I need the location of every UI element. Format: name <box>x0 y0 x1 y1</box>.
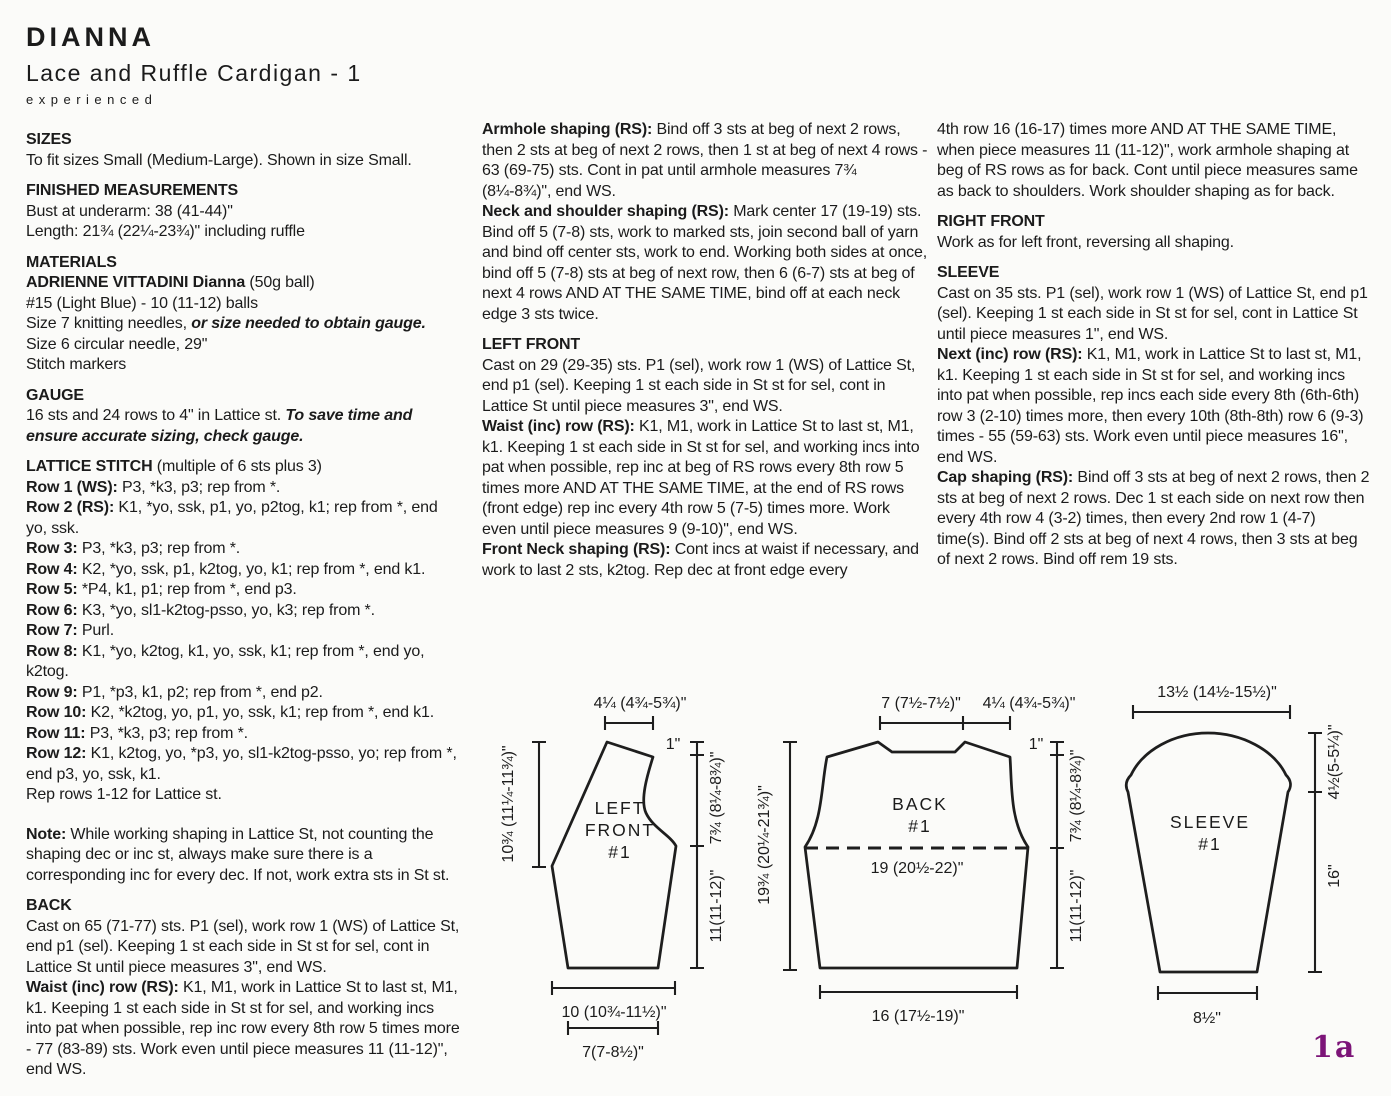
back-schematic <box>756 695 1085 1025</box>
emphasis-text: Waist (inc) row (RS): <box>26 979 179 996</box>
emphasis-text: Note: <box>26 825 67 843</box>
emphasis-text: Row 2 (RS): <box>26 499 115 516</box>
paragraph <box>26 724 462 745</box>
sleeve-label: SLEEVE <box>1169 812 1251 832</box>
body-text: Cast on 29 (29-35) sts. P1 (sel), work row 1 (WS) of Lattice St, end p1 (sel). Keeping 1 st each side in St st for sel, cont in Lattice St until piece measures 3", end WS. <box>482 356 916 415</box>
paragraph <box>26 978 462 1081</box>
left-front-heading: LEFT FRONT <box>482 336 581 353</box>
left-front-top-measure <box>605 716 653 730</box>
back-top-right-dim: 4¼ (4¾-5¾)" <box>982 695 1076 712</box>
emphasis-text: or size needed to obtain gauge. <box>191 315 426 332</box>
paragraph <box>26 335 462 356</box>
body-text: Bust at underarm: 38 (41-44)" <box>26 202 233 220</box>
schematic-diagrams <box>480 676 1391 1096</box>
emphasis-text: Row 10: <box>26 704 87 721</box>
gauge-heading: GAUGE <box>26 386 84 404</box>
paragraph <box>26 406 462 447</box>
paragraph <box>26 294 462 315</box>
left-front-label: LEFT <box>594 798 646 818</box>
left-front-right-upper-dim: 7¾ (8¼-8¾)" <box>708 751 725 845</box>
paragraph <box>26 222 462 243</box>
emphasis-text: Row 6: <box>26 601 78 619</box>
back-heading: BACK <box>26 897 72 914</box>
paragraph <box>482 120 928 202</box>
materials-heading: MATERIALS <box>26 253 117 271</box>
back-right-measure <box>1050 742 1064 968</box>
paragraph <box>26 580 462 601</box>
body-text: K1, *yo, k2tog, k1, yo, ssk, k1; rep from *, end yo, k2tog. <box>26 642 425 680</box>
body-text: P1, *p3, k1, p2; rep from *, end p2. <box>77 683 323 701</box>
pattern-subtitle: Lace and Ruffle Cardigan - 1 <box>26 60 362 86</box>
back-right-upper-dim: 7¾ (8¼-8¾)" <box>1068 749 1085 843</box>
left-front-left-measure <box>532 742 546 867</box>
body-text: While working shaping in Lattice St, not counting the shaping dec or inc st, always make sure there is a corresponding inc for every dec. If not, work extra sts in St st. <box>26 825 450 884</box>
left-front-label: FRONT <box>584 820 656 840</box>
emphasis-text: ADRIENNE VITTADINI Dianna <box>26 274 246 291</box>
back-one-inch: 1" <box>1028 736 1044 753</box>
body-text: *P4, k1, p1; rep from *, end p3. <box>77 581 297 598</box>
body-text: Size 7 knitting needles, <box>26 315 192 332</box>
body-text: K1, *yo, ssk, p1, yo, p2tog, k1; rep from *, end yo, ssk. <box>26 499 438 537</box>
back-top-left-dim: 7 (7½-7½)" <box>881 695 961 712</box>
emphasis-text: Next (inc) row (RS): <box>937 346 1083 363</box>
back-number: #1 <box>908 816 932 836</box>
sleeve-right-lower-dim: 16" <box>1326 864 1343 888</box>
paragraph <box>937 120 1371 202</box>
back-right-lower-dim: 11(11-12)" <box>1068 869 1085 943</box>
emphasis-text: Armhole shaping (RS): <box>482 121 653 138</box>
body-text: (50g ball) <box>245 274 315 291</box>
emphasis-text: Cap shaping (RS): <box>937 469 1074 486</box>
right-front-heading: RIGHT FRONT <box>937 213 1045 230</box>
body-text: 16 sts and 24 rows to 4" in Lattice st. <box>26 407 286 424</box>
back-bottom-dim: 16 (17½-19)" <box>871 1008 965 1025</box>
back-bottom-measure <box>820 985 1017 999</box>
body-text: #15 (Light Blue) - 10 (11-12) balls <box>26 294 258 312</box>
paragraph <box>26 498 462 539</box>
emphasis-text: Row 4: <box>26 560 78 578</box>
body-text: P3, *k3, p3; rep from *. <box>85 724 248 742</box>
body-text: K1, M1, work in Lattice St to last st, M1, k1. Keeping 1 st each side in St st for sel, and working incs into pat when possible, rep inc at beg of RS rows every 8th row 5 times more AND AT THE SAME TIME, at the end of RS rows (front edge) rep inc every 4th row 5 (7-5) times more. Work even until piece measures 9 (9-10)", end WS. <box>482 418 920 538</box>
emphasis-text: Row 12: <box>26 745 87 762</box>
emphasis-text: Row 5: <box>26 581 78 598</box>
emphasis-text: Row 9: <box>26 683 78 701</box>
paragraph <box>26 560 462 581</box>
paragraph <box>26 314 462 335</box>
body-text: Purl. <box>77 622 114 639</box>
left-front-top-dim: 4¼ (4¾-5¾)" <box>593 695 687 712</box>
sleeve-top-measure <box>1133 705 1290 719</box>
body-text: Size 6 circular needle, 29" <box>26 335 208 353</box>
paragraph <box>26 601 462 622</box>
paragraph <box>937 468 1371 571</box>
left-front-bottom-dim: 10 (10¾-11½)" <box>561 1004 667 1021</box>
paragraph <box>482 540 928 581</box>
paragraph <box>26 703 462 724</box>
sleeve-right-measure <box>1308 733 1322 972</box>
body-text: (multiple of 6 sts plus 3) <box>152 458 322 475</box>
sleeve-bottom-dim: 8½" <box>1193 1010 1221 1027</box>
body-text: Cast on 35 sts. P1 (sel), work row 1 (WS) of Lattice St, end p1 (sel). Keeping 1 st each side in St st for sel, cont in Lattice St until piece measures 1", end WS. <box>937 284 1368 343</box>
pattern-header <box>26 22 362 107</box>
emphasis-text: Front Neck shaping (RS): <box>482 541 671 558</box>
body-text: Length: 21¾ (22¼-23¾)" including ruffle <box>26 223 305 240</box>
body-text: Cont incs at waist if necessary, and work to last 2 sts, k2tog. Rep dec at front edge every <box>482 541 919 579</box>
body-text: Stitch markers <box>26 356 127 373</box>
paragraph <box>26 825 462 887</box>
body-text: P3, *k3, p3; rep from *. <box>117 478 281 496</box>
paragraph <box>26 785 462 806</box>
back-top-measure <box>880 716 1010 730</box>
body-text: K3, *yo, sl1-k2tog-psso, yo, k3; rep from *. <box>77 601 375 619</box>
paragraph <box>26 642 462 683</box>
body-text: 4th row 16 (16-17) times more AND AT THE SAME TIME, when piece measures 11 (11-12)", work armhole shaping at beg of RS rows as for back. Cont until piece measures same as back to shoulders. Work shoulder shaping as for back. <box>937 121 1358 200</box>
paragraph <box>26 683 462 704</box>
emphasis-text: LATTICE STITCH <box>26 458 153 475</box>
column-middle <box>482 120 928 581</box>
paragraph <box>26 744 462 785</box>
paragraph <box>26 273 462 294</box>
paragraph <box>26 539 462 560</box>
back-label: BACK <box>892 794 948 814</box>
emphasis-text: Waist (inc) row (RS): <box>482 418 635 435</box>
finished-measurements-heading: FINISHED MEASUREMENTS <box>26 182 238 199</box>
back-left-measure <box>783 742 797 970</box>
body-text: To fit sizes Small (Medium-Large). Shown in size Small. <box>26 151 412 169</box>
paragraph <box>26 478 462 499</box>
paragraph <box>482 202 928 325</box>
column-right <box>937 120 1371 571</box>
sleeve-number: #1 <box>1198 834 1222 854</box>
emphasis-text: Row 1 (WS): <box>26 478 118 496</box>
left-front-bottom2-measure <box>568 1021 658 1035</box>
body-text: Bind off 3 sts at beg of next 2 rows, then 2 sts at beg of next 2 rows, then 1 st at beg of next 4 rows - 63 (69-75) sts. Cont in pat until armhole measures 7¾ (8¼-8¾)", end WS. <box>482 121 928 200</box>
left-front-one-inch: 1" <box>665 736 681 753</box>
page-number: 1a <box>1312 1030 1357 1065</box>
paragraph <box>937 233 1371 254</box>
sleeve-schematic <box>1126 684 1343 1027</box>
pattern-title: DIANNA <box>26 22 155 52</box>
back-left-dim: 19¾ (20¼-21¾)" <box>756 785 773 905</box>
body-text: K1, k2tog, yo, *p3, yo, sl1-k2tog-psso, yo; rep from *, end p3, yo, ssk, k1. <box>26 745 457 783</box>
paragraph <box>26 917 462 979</box>
paragraph <box>26 151 462 172</box>
body-text: K1, M1, work in Lattice St to last st, M1, k1. Keeping 1 st each side in St st for sel, and working incs into pat when possible, rep inc row every 8th row 5 times more - 77 (83-89) sts. Work even until piece measures 11 (11-12)", end WS. <box>26 979 460 1078</box>
paragraph <box>937 345 1371 468</box>
skill-level: experienced <box>26 92 158 107</box>
left-front-left-dim: 10¾ (11¼-11¾)" <box>500 745 517 863</box>
emphasis-text: To save time and ensure accurate sizing, check gauge. <box>26 407 413 445</box>
paragraph <box>26 621 462 642</box>
sizes-heading: SIZES <box>26 131 72 148</box>
body-text: K2, *yo, ssk, p1, k2tog, yo, k1; rep from *, end k1. <box>77 560 426 578</box>
sleeve-heading: SLEEVE <box>937 264 1000 281</box>
paragraph <box>482 356 928 418</box>
body-text: Cast on 65 (71-77) sts. P1 (sel), work row 1 (WS) of Lattice St, end p1 (sel). Keeping 1 st each side in St st for sel, cont in Lattice St until piece measures 3", end WS. <box>26 917 460 976</box>
left-front-right-lower-dim: 11(11-12)" <box>708 869 725 943</box>
body-text: Rep rows 1-12 for Lattice st. <box>26 786 222 803</box>
paragraph <box>26 355 462 376</box>
body-text: Bind off 3 sts at beg of next 2 rows, then 2 sts at beg of next 2 rows. Dec 1 st each side on next row then every 4th row 4 (3-2) times, then every 2nd row 1 (4-7) time(s). Bind off 2 sts at beg of next 4 rows, then 3 sts at beg of next 2 rows. Bind off rem 19 sts. <box>937 469 1370 568</box>
left-front-bottom-measure <box>552 981 675 995</box>
emphasis-text: Row 3: <box>26 540 78 557</box>
emphasis-text: Row 11: <box>26 724 86 742</box>
paragraph <box>26 457 462 478</box>
sleeve-top-dim: 13½ (14½-15½)" <box>1157 684 1277 701</box>
body-text: Mark center 17 (19-19) sts. Bind off 5 (7-8) sts, work to marked sts, join second ball of yarn and bind off center sts, work to end. Working both sides at once, bind off 5 (7-8) sts at beg of next row, then 6 (6-7) sts at beg of next 4 rows AND AT THE SAME TIME, bind off at each neck edge 3 sts twice. <box>482 203 928 323</box>
paragraph <box>26 202 462 223</box>
column-left <box>26 120 462 1081</box>
left-front-right-measure <box>690 742 704 968</box>
back-bust-dim: 19 (20½-22)" <box>870 860 964 877</box>
body-text: K2, *k2tog, yo, p1, yo, ssk, k1; rep from *, end k1. <box>86 704 435 721</box>
paragraph <box>937 284 1371 346</box>
left-front-bottom2-dim: 7(7-8½)" <box>582 1044 644 1061</box>
sleeve-bottom-measure <box>1158 986 1257 1000</box>
body-text: K1, M1, work in Lattice St to last st, M1, k1. Keeping 1 st each side in St st for sel, and working incs into pat when possible, rep incs each side every 8th (6th-6th) row 3 (2-10) times more, then every 10th (8th-8th) row 6 (9-3) times - 55 (59-63) sts. Work even until piece measures 16", end WS. <box>937 346 1364 466</box>
emphasis-text: Row 8: <box>26 642 78 660</box>
emphasis-text: Neck and shoulder shaping (RS): <box>482 203 729 220</box>
emphasis-text: Row 7: <box>26 622 78 639</box>
left-front-number: #1 <box>608 842 632 862</box>
back-outline <box>805 742 1028 968</box>
body-text: P3, *k3, p3; rep from *. <box>77 540 241 557</box>
body-text: Work as for left front, reversing all shaping. <box>937 233 1234 251</box>
paragraph <box>482 417 928 540</box>
sleeve-right-upper-dim: 4½(5-5¼)" <box>1326 724 1343 800</box>
left-front-schematic <box>500 695 725 1061</box>
